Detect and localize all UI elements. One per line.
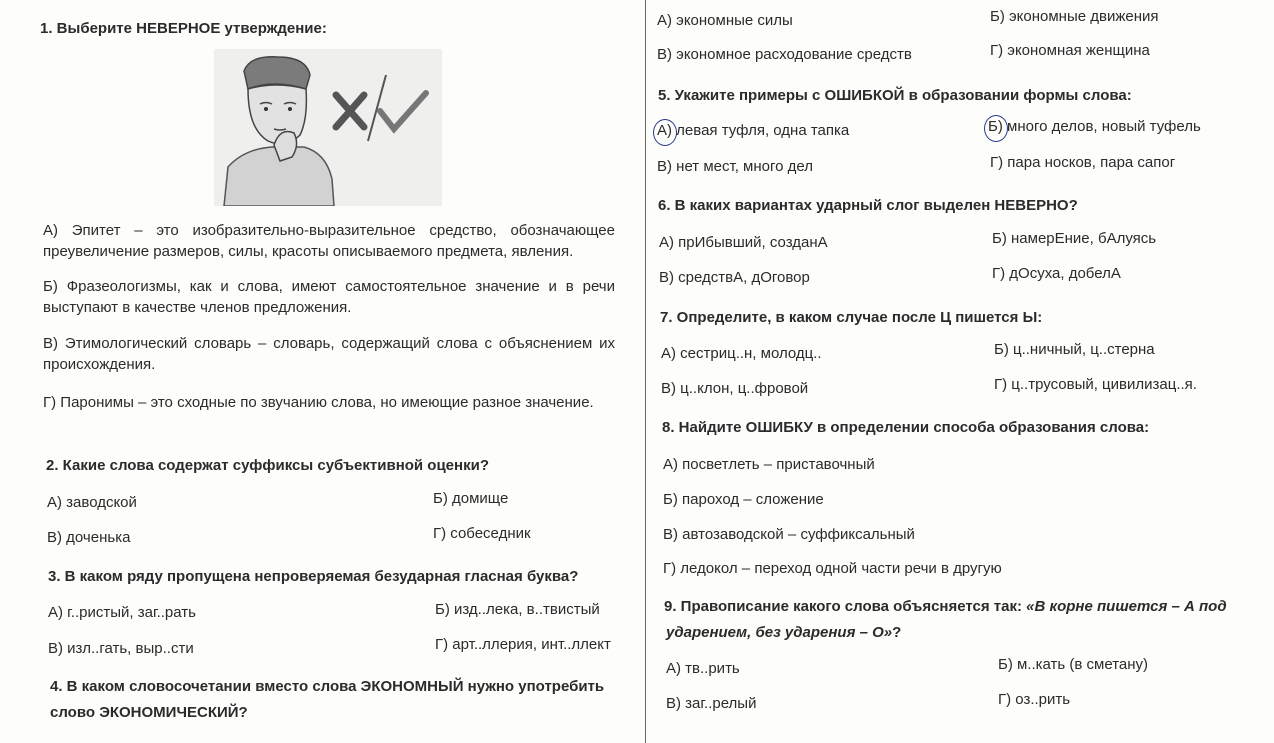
question-9-option-c: В) заг..релый (666, 695, 757, 712)
question-1-option-d: Г) Паронимы – это сходные по звучанию слова, но имеющие разное значение. (43, 394, 594, 411)
question-1-title: 1. Выберите НЕВЕРНОЕ утверждение: (40, 20, 327, 37)
question-1-option-c: В) Этимологический словарь – словарь, содержащий слова с объяснением их происхождения. (43, 335, 615, 373)
question-2-option-c: В) доченька (47, 529, 131, 546)
question-3-option-c: В) изл..гать, выр..сти (48, 640, 194, 657)
question-9-title-line1 (664, 598, 1227, 616)
question-8-option-b: Б) пароход – сложение (663, 491, 824, 508)
question-2-option-a: А) заводской (47, 494, 137, 511)
question-3-option-a: А) г..ристый, заг..рать (48, 604, 196, 621)
question-4-title-line1: 4. В каком словосочетании вместо слова ЭКОНОМНЫЙ нужно употребить (50, 678, 605, 695)
question-8-option-d: Г) ледокол – переход одной части речи в другую (663, 560, 1002, 577)
question-4-option-c: В) экономное расходование средств (657, 46, 912, 63)
question-7-option-b: Б) ц..ничный, ц..стерна (994, 341, 1155, 358)
question-9-title-end: ? (892, 624, 902, 641)
question-6-option-c: В) средствА, дОговор (659, 269, 810, 286)
thinking-man-image (214, 49, 442, 206)
question-2-title: 2. Какие слова содержат суффиксы субъективной оценки? (46, 457, 489, 474)
question-9-option-b: Б) м..кать (в сметану) (998, 656, 1149, 673)
question-1-option-b: Б) Фразеологизмы, как и слова, имеют самостоятельное значение и в речи выступают в качестве членов предложения. (43, 278, 615, 316)
question-9-title-plain: 9. Правописание какого слова объясняется так: (664, 598, 1027, 615)
question-4-option-b: Б) экономные движения (990, 8, 1159, 25)
question-1-option-a: А) Эпитет – это изобразительно-выразительное средство, обозначающее преувеличение размеров, силы, красоты описываемого предмета, явления. (43, 222, 615, 260)
question-2-option-d: Г) собеседник (433, 525, 531, 542)
question-7-option-d: Г) ц..трусовый, цивилизац..я. (994, 376, 1197, 393)
question-6-option-b: Б) намерЕние, бАлуясь (992, 230, 1157, 247)
question-5-title: 5. Укажите примеры с ОШИБКОЙ в образовании формы слова: (658, 87, 1132, 104)
question-5-option-c: В) нет мест, много дел (657, 158, 813, 175)
question-6-option-d: Г) дОсуха, добелА (992, 265, 1121, 282)
question-3-title: 3. В каком ряду пропущена непроверяемая безударная гласная буква? (48, 568, 579, 585)
question-9-title-italic2: ударением, без ударения – О» (666, 624, 893, 641)
question-2-option-b: Б) домище (433, 490, 509, 507)
question-8-option-c: В) автозаводской – суффиксальный (663, 526, 915, 543)
question-4-option-a: А) экономные силы (657, 12, 793, 29)
question-4-option-d: Г) экономная женщина (990, 42, 1150, 59)
question-9-option-d: Г) оз..рить (998, 691, 1071, 708)
question-7-option-a: А) сестриц..н, молодц.. (661, 345, 822, 362)
question-5-option-a: А) левая туфля, одна тапка (657, 122, 850, 139)
question-5-option-b: Б) много делов, новый туфель (988, 118, 1201, 135)
question-4-title-line2: слово ЭКОНОМИЧЕСКИЙ? (50, 704, 248, 721)
question-5-option-d: Г) пара носков, пара сапог (990, 154, 1176, 171)
question-6-title: 6. В каких вариантах ударный слог выделен НЕВЕРНО? (658, 197, 1078, 214)
question-6-option-a: А) прИбывший, созданА (659, 234, 828, 251)
question-3-option-b: Б) изд..лека, в..твистый (435, 601, 600, 618)
column-divider (645, 0, 646, 743)
illustration-thinking-man (214, 49, 442, 206)
question-7-title: 7. Определите, в каком случае после Ц пишется Ы: (660, 309, 1043, 326)
question-9-option-a: А) тв..рить (666, 660, 740, 677)
question-9-title-line2 (666, 624, 901, 642)
question-8-option-a: А) посветлеть – приставочный (663, 456, 875, 473)
question-9-title-italic1: «В корне пишется – А под (1026, 598, 1227, 615)
question-8-title: 8. Найдите ОШИБКУ в определении способа образования слова: (662, 419, 1150, 436)
question-7-option-c: В) ц..клон, ц..фровой (661, 380, 809, 397)
question-3-option-d: Г) арт..ллерия, инт..ллект (435, 636, 611, 653)
